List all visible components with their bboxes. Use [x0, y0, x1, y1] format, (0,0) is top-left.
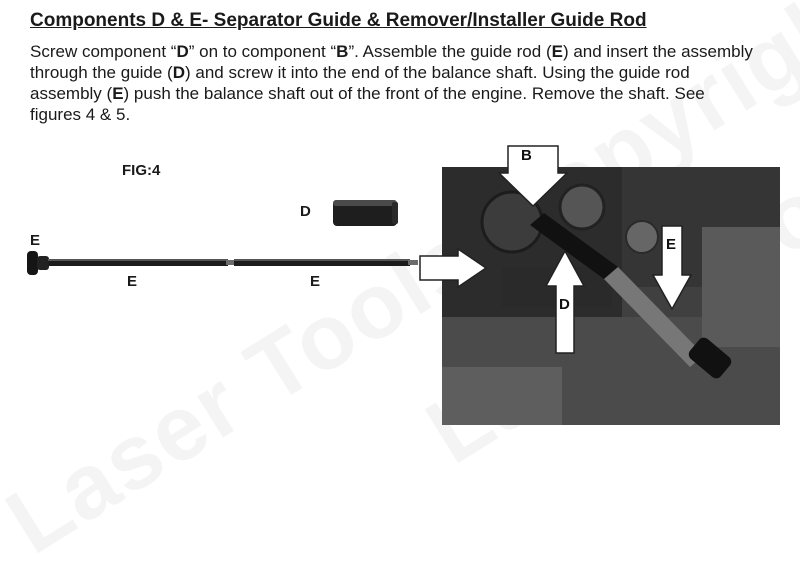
guide-rod-2: [234, 259, 418, 266]
figure-label: FIG:4: [122, 162, 161, 179]
photo-label-b: B: [521, 147, 532, 164]
arrow-right-icon: [418, 248, 488, 288]
instruction-paragraph: Screw component “D” on to component “B”. Assemble the guide rod (E) and insert the assembly through the guide (D) and screw it into the end of the balance shaft. Using the guide rod assembly (E) push the balance shaft out of the front of the engine. Remove the shaft. See figures 4 & 5.: [30, 42, 753, 124]
separator-guide-d: [333, 200, 398, 226]
photo-label-e: E: [666, 236, 677, 253]
guide-rod-1: [27, 251, 236, 275]
photo-label-d: D: [559, 296, 570, 313]
engine-photo: [442, 167, 780, 425]
tool-illustration: [0, 180, 440, 300]
label-e-knob: E: [30, 232, 41, 249]
arrow-down-icon: [498, 145, 568, 207]
label-e-rod2: E: [310, 273, 321, 290]
label-d-guide: D: [300, 203, 311, 220]
section-heading: Components D & E- Separator Guide & Remover/Installer Guide Rod: [30, 10, 647, 31]
label-e-rod1: E: [127, 273, 138, 290]
